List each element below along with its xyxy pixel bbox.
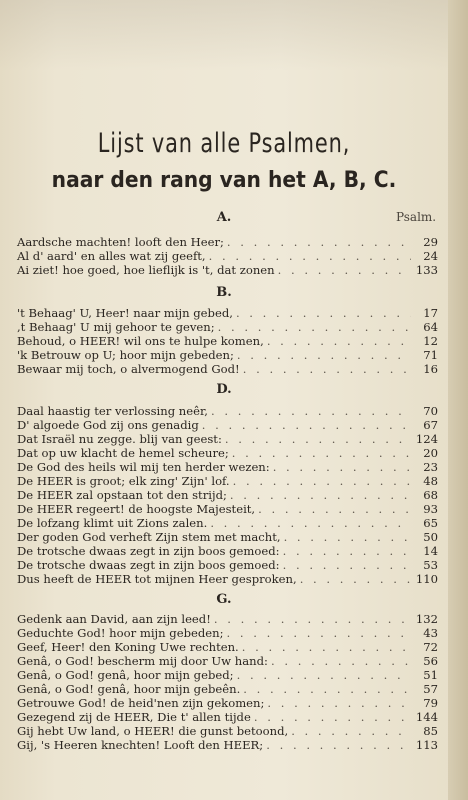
section-letter-g: G. xyxy=(216,592,232,607)
previous-page-bleed xyxy=(0,0,468,70)
list-item: Genâ, o God! genâ, hoor mijn gebeên. . . . 57 xyxy=(17,682,438,696)
list-item: Getrouwe God! de heid'nen zijn gekomen; . . . 79 xyxy=(17,696,438,710)
list-item: De lofzang klimt uit Zions zalen. . . . 65 xyxy=(17,516,438,530)
list-item: Genâ, o God! genâ, hoor mijn gebed; . . . 51 xyxy=(17,668,438,682)
list-item: De HEER regeert! de hoogste Majesteit, . . . 93 xyxy=(17,502,438,516)
section-letter-a: A. xyxy=(216,210,232,225)
list-item: Behoud, o HEER! wil ons te hulpe komen, . . . 12 xyxy=(17,334,438,348)
list-item: Gedenk aan David, aan zijn leed! . . . 132 xyxy=(17,612,438,626)
list-item: Dat Israël nu zegge. blij van geest: . . . 124 xyxy=(17,432,438,446)
section-letter-d: D. xyxy=(216,382,232,397)
section-letter-b: B. xyxy=(216,285,232,300)
list-item: D' algoede God zij ons genadig . . . 67 xyxy=(17,418,438,432)
list-item: De trotsche dwaas zegt in zijn boos gemoed: . . . 53 xyxy=(17,558,438,572)
list-item: ,t Behaag' U mij gehoor te geven; . . . 64 xyxy=(17,320,438,334)
list-item: Genâ, o God! bescherm mij door Uw hand: . . . 56 xyxy=(17,654,438,668)
list-item: De HEER zal opstaan tot den strijd; . . . 68 xyxy=(17,488,438,502)
list-item: Geduchte God! hoor mijn gebeden; . . . 43 xyxy=(17,626,438,640)
list-item: Dat op uw klacht de hemel scheure; . . . 20 xyxy=(17,446,438,460)
column-header-psalm: Psalm. xyxy=(396,210,437,224)
list-item: 'k Betrouw op U; hoor mijn gebeden; . . . 71 xyxy=(17,348,438,362)
list-item: Gij hebt Uw land, o HEER! die gunst betoond, . . . 85 xyxy=(17,724,438,738)
page-gutter xyxy=(448,0,468,800)
list-item: Daal haastig ter verlossing neêr, . . . 70 xyxy=(17,404,438,418)
list-item: Aardsche machten! looft den Heer; . . . 29 xyxy=(17,235,438,249)
page-title: Lijst van alle Psalmen, xyxy=(97,128,351,159)
list-item: Ai ziet! hoe goed, hoe lieflijk is 't, dat zonen . . . 133 xyxy=(17,263,438,277)
list-item: De trotsche dwaas zegt in zijn boos gemoed: . . . 14 xyxy=(17,544,438,558)
list-item: 't Behaag' U, Heer! naar mijn gebed, . . . 17 xyxy=(17,306,438,320)
list-item: Der goden God verheft Zijn stem met macht, . . . 50 xyxy=(17,530,438,544)
list-item: Gezegend zij de HEER, Die t' allen tijde . . . 144 xyxy=(17,710,438,724)
list-item: Bewaar mij toch, o alvermogend God! . . . 16 xyxy=(17,362,438,376)
list-item: De HEER is groot; elk zing' Zijn' lof. . . . 48 xyxy=(17,474,438,488)
list-item: Al d' aard' en alles wat zij geeft, . . . 24 xyxy=(17,249,438,263)
list-item: De God des heils wil mij ten herder wezen: . . . 23 xyxy=(17,460,438,474)
page-subtitle: naar den rang van het A, B, C. xyxy=(51,168,397,193)
list-item: Gij, 's Heeren knechten! Looft den HEER; . . . 113 xyxy=(17,738,438,752)
list-item: Geef, Heer! den Koning Uwe rechten. . . . 72 xyxy=(17,640,438,654)
list-item: Dus heeft de HEER tot mijnen Heer gesproken, . . . 110 xyxy=(17,572,438,586)
